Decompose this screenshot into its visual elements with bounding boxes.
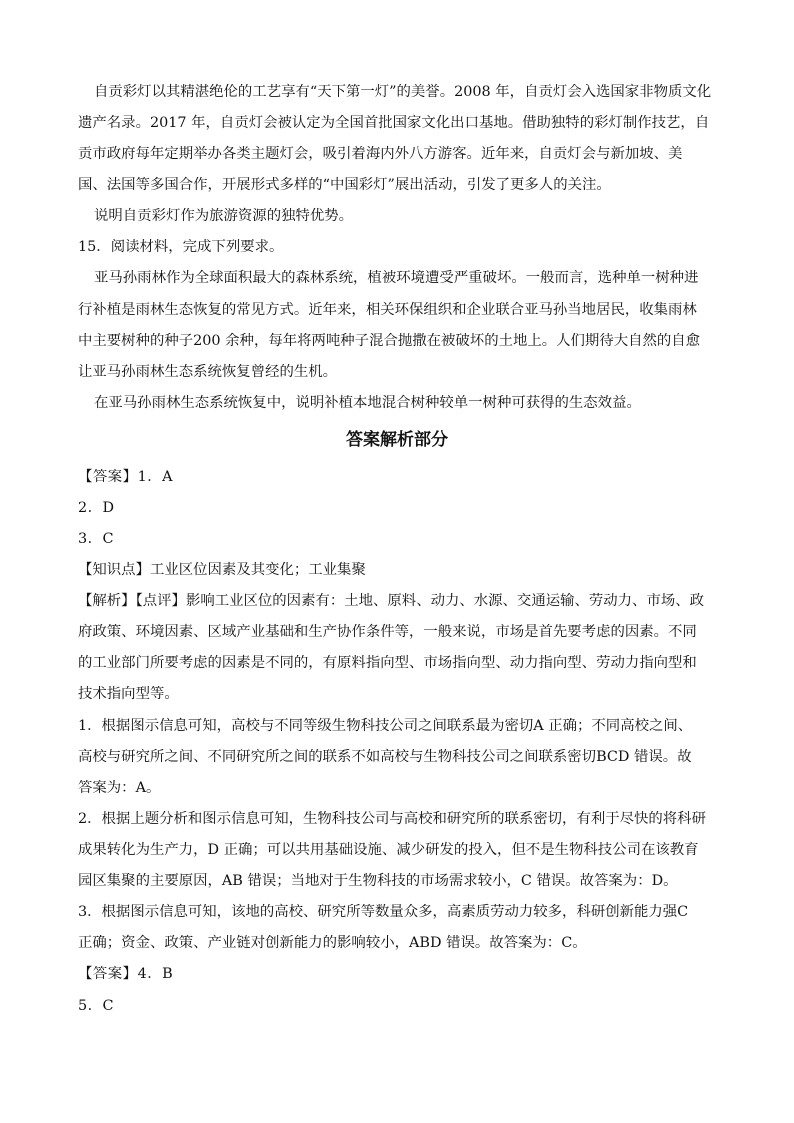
analysis-line-3: 的工业部门所要考虑的因素是不同的，有原料指向型、市场指向型、动力指向型、劳动力指向型和: [78, 655, 697, 671]
answer-4: 4．B: [137, 966, 174, 982]
answer-line-1: [78, 467, 728, 489]
passage-14-line-4: 国、法国等多国合作，开展形式多样的“中国彩灯”展出活动，引发了更多人的关注。: [78, 177, 611, 193]
analysis-tag: 【解析】【点评】: [78, 593, 186, 609]
question-15-line-2: 行补植是雨林生态恢复的常见方式。近年来，相关环保组织和企业联合亚马孙当地居民，收集雨林: [78, 302, 697, 318]
answer-tag: 【答案】: [78, 469, 138, 485]
explanation-1-line-2: 高校与研究所之间、不同研究所之间的联系不如高校与生物科技公司之间联系密切BCD 错误。故: [78, 749, 692, 765]
question-15-line-3: 中主要树种的种子200 余种，每年将两吨种子混合抛撒在被破坏的土地上。人们期待大自然的自愈: [78, 333, 701, 349]
explanation-3-line-2: 正确；资金、政策、产业链对创新能力的影响较小，ABD 错误。故答案为：C。: [78, 935, 587, 951]
explanation-2-line-1: 2．根据上题分析和图示信息可知，生物科技公司与高校和研究所的联系密切，有利于尽快的将科研: [78, 811, 706, 827]
passage-14-line-3: 贡市政府每年定期举办各类主题灯会，吸引着海内外八方游客。近年来，自贡灯会与新加坡、美: [78, 146, 683, 162]
explanation-2-line-2: 成果转化为生产力，D 正确；可以共用基础设施、减少研发的投入，但不是生物科技公司在该教育: [78, 842, 699, 858]
question-15-question: 在亚马孙雨林生态系统恢复中，说明补植本地混合树种较单一树种可获得的生态效益。: [94, 395, 641, 411]
knowledge-text: 工业区位因素及其变化；工业集聚: [149, 562, 366, 578]
question-15-line-4: 让亚马孙雨林生态系统恢复曾经的生机。: [78, 364, 338, 380]
passage-14-question: 说明自贡彩灯作为旅游资源的独特优势。: [94, 208, 354, 224]
analysis-line-2: 府政策、环境因素、区域产业基础和生产协作条件等，一般来说，市场是首先要考虑的因素。不同: [78, 624, 697, 640]
analysis-line-1: [78, 591, 728, 613]
knowledge-point: [78, 560, 728, 582]
passage-14-line-2: 遗产名录。2017 年，自贡灯会被认定为全国首批国家文化出口基地。借助独特的彩灯制作技艺，自: [78, 115, 710, 131]
answer-5: 5．C: [78, 998, 115, 1014]
passage-14-line-1: 自贡彩灯以其精湛绝伦的工艺享有“天下第一灯”的美誉。2008 年，自贡灯会入选国家非物质文化: [94, 84, 712, 100]
question-15-header: 15．阅读材料，完成下列要求。: [78, 239, 284, 255]
analysis-line-4: 技术指向型等。: [78, 686, 179, 702]
answer-tag-2: 【答案】: [78, 966, 138, 982]
answer-1: 1．A: [137, 469, 174, 485]
answer-line-4: [78, 964, 728, 986]
answer-section-title: 答案解析部分: [346, 430, 448, 450]
explanation-1-line-1: 1．根据图示信息可知，高校与不同等级生物科技公司之间联系最为密切A 正确；不同高校之间、: [78, 718, 693, 734]
question-15-line-1: 亚马孙雨林作为全球面积最大的森林系统，植被环境遭受严重破坏。一般而言，选种单一树种进: [94, 270, 699, 286]
explanation-3-line-1: 3．根据图示信息可知，该地的高校、研究所等数量众多，高素质劳动力较多，科研创新能力强C: [78, 904, 689, 920]
knowledge-tag: 【知识点】: [78, 562, 150, 578]
explanation-2-line-3: 园区集聚的主要原因，AB 错误；当地对于生物科技的市场需求较小，C 错误。故答案为：D。: [78, 873, 678, 889]
explanation-1-line-3: 答案为：A。: [78, 780, 161, 796]
answer-3: 3．C: [78, 531, 115, 547]
answer-2: 2．D: [78, 500, 115, 516]
analysis-text-1: 影响工业区位的因素有：土地、原料、动力、水源、交通运输、劳动力、市场、政: [185, 593, 705, 609]
